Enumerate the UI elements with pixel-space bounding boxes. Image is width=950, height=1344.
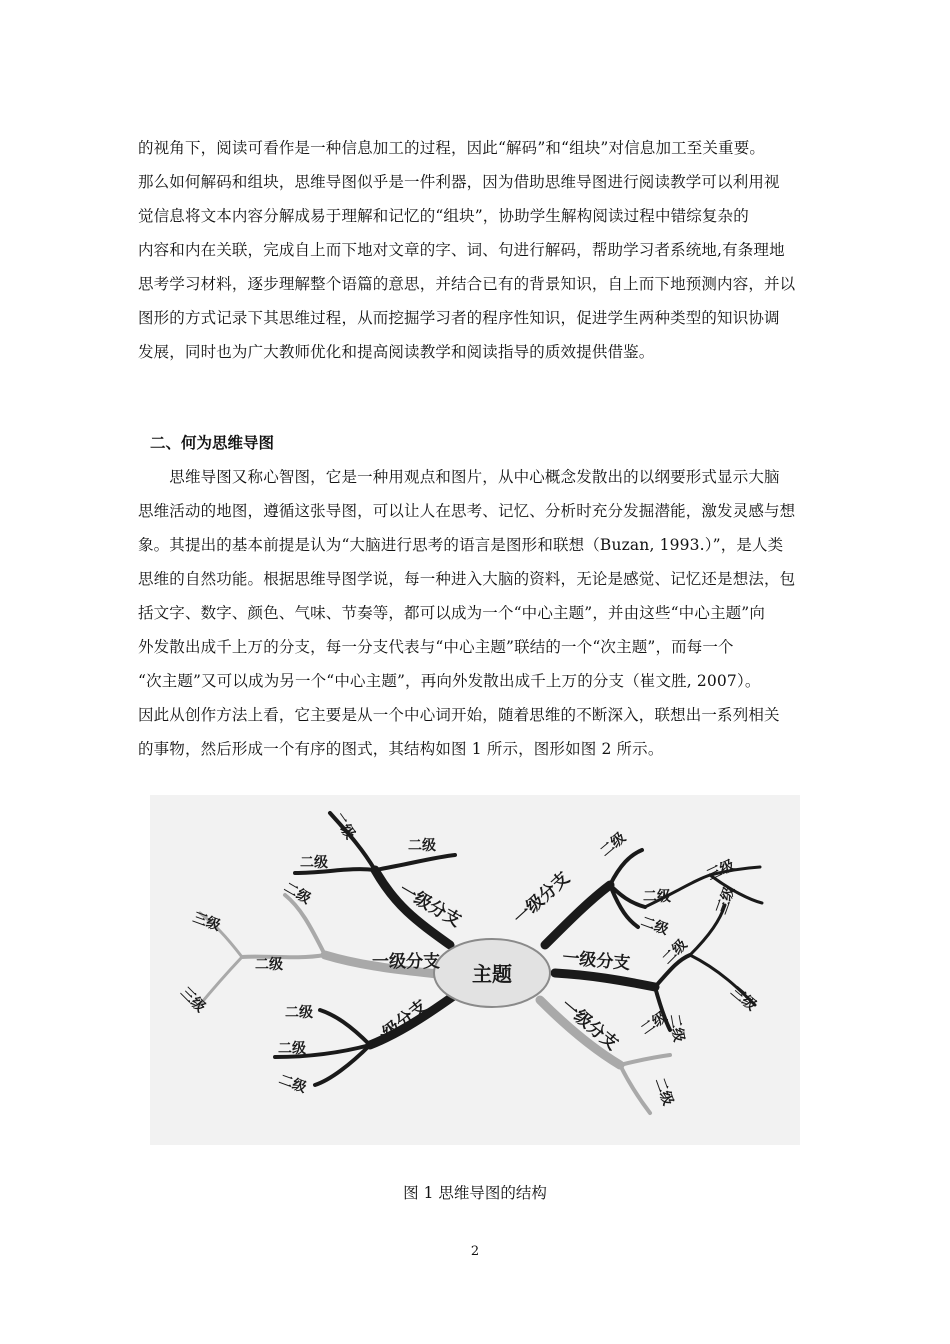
branch-label-level2: 二级	[651, 1075, 676, 1108]
branch-label-level2: 二级	[638, 913, 671, 939]
branch-label-level3: 三级	[727, 983, 760, 1015]
text-line: 象。其提出的基本前提是认为“大脑进行思考的语言是图形和联想（Buzan, 1993.）”，是人类	[138, 536, 784, 554]
mind-map-figure	[150, 795, 800, 1145]
branch-label-level3: 三级	[713, 884, 739, 917]
branch-label-level3: 三级	[704, 857, 738, 884]
branch-label-level3: 三级	[190, 909, 223, 935]
text-line: “次主题”又可以成为另一个“中心主题”，再向外发散出成千上万的分支（崔文胜, 2007）。	[138, 672, 761, 690]
text-line: 思维导图又称心智图，它是一种用观点和图片，从中心概念发散出的以纲要形式显示大脑	[138, 468, 780, 486]
branch-label-level2: 二级	[638, 1009, 671, 1039]
branch-label-level2: 二级	[276, 1071, 309, 1097]
branch-label-level1: 一级分支	[365, 996, 432, 1054]
page-number: 2	[470, 1244, 480, 1259]
branch-label-level2: 二级	[285, 1005, 313, 1021]
text-line: 思考学习材料，逐步理解整个语篇的意思，并结合已有的背景知识，自上而下地预测内容，并以	[138, 275, 796, 293]
branch-label-level3: 三级	[177, 984, 209, 1016]
branch-label-level2: 二级	[281, 879, 314, 908]
branch-label-level1: 一级分支	[395, 880, 465, 932]
branch-label-level2: 二级	[278, 1041, 306, 1057]
text-line: 外发散出成千上万的分支，每一分支代表与“中心主题”联结的一个“次主题”，而每一个	[138, 638, 734, 656]
text-line: 括文字、数字、颜色、气味、节奏等，都可以成为一个“中心主题”，并由这些“中心主题”向	[138, 604, 765, 622]
central-topic-label: 主题	[472, 962, 512, 986]
text-line: 觉信息将文本内容分解成易于理解和记忆的“组块”，协助学生解构阅读过程中错综复杂的	[138, 207, 749, 225]
branch-label-level1: 一级分支	[509, 868, 574, 929]
branch-label-level2: 二级	[255, 957, 283, 973]
paragraph-definition	[138, 460, 818, 766]
figure-caption: 图 1 思维导图的结构	[403, 1184, 547, 1202]
text-line: 的视角下，阅读可看作是一种信息加工的过程，因此“解码”和“组块”对信息加工至关重要。	[138, 139, 765, 157]
branch-label-level1: 一级分支	[561, 948, 632, 974]
branch-label-level1: 一级分支	[556, 995, 622, 1055]
text-line: 思维的自然功能。根据思维导图学说，每一种进入大脑的资料，无论是感觉、记忆还是想法，包	[138, 570, 796, 588]
paragraph-intro	[138, 131, 818, 369]
branch-label-level1: 一级分支	[372, 952, 440, 972]
branch-label-level2: 二级	[643, 889, 671, 905]
text-line: 内容和内在关联，完成自上而下地对文章的字、词、句进行解码，帮助学习者系统地,有条理地	[138, 241, 785, 259]
branch-label-level2: 二级	[659, 936, 691, 968]
branch-label-level2: 二级	[328, 810, 358, 843]
branch-label-level2: 二级	[300, 855, 328, 871]
text-line: 发展，同时也为广大教师优化和提高阅读教学和阅读指导的质效提供借鉴。	[138, 343, 655, 361]
text-line: 思维活动的地图，遵循这张导图，可以让人在思考、记忆、分析时充分发掘潜能，激发灵感与想	[138, 502, 796, 520]
mind-map-diagram	[150, 795, 800, 1145]
branch-label-level2: 二级	[408, 838, 436, 854]
branch-label-level2: 二级	[666, 1012, 687, 1044]
section-heading: 二、何为思维导图	[150, 433, 275, 452]
text-line: 图形的方式记录下其思维过程，从而挖掘学习者的程序性知识，促进学生两种类型的知识协调	[138, 309, 780, 327]
text-line: 因此从创作方法上看，它主要是从一个中心词开始，随着思维的不断深入，联想出一系列相关	[138, 706, 780, 724]
text-line: 那么如何解码和组块，思维导图似乎是一件利器，因为借助思维导图进行阅读教学可以利用视	[138, 173, 780, 191]
text-line: 的事物，然后形成一个有序的图式，其结构如图 1 所示，图形如图 2 所示。	[138, 740, 664, 758]
branch-label-level2: 二级	[597, 829, 630, 861]
